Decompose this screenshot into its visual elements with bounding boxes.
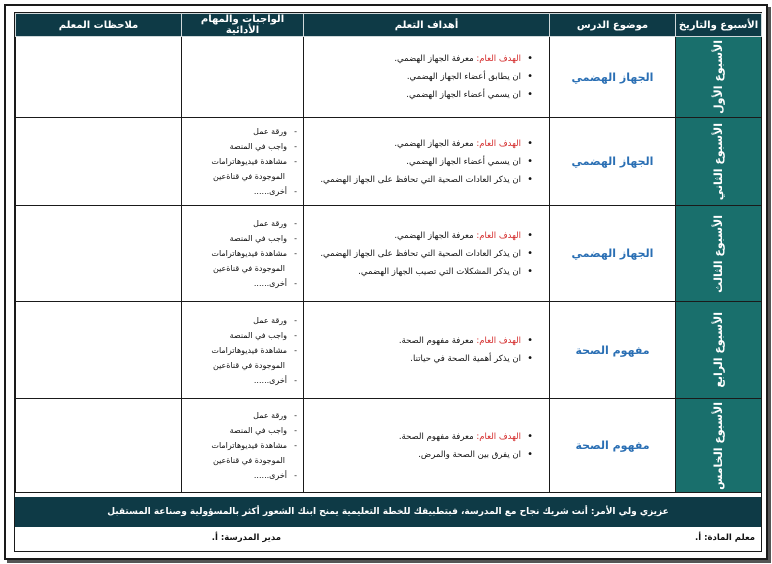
header-tasks: الواجبات والمهام الأدائية [182,14,304,37]
goal-text: ان يسمي أعضاء الجهاز الهضمي. [406,90,521,100]
teacher-notes-cell[interactable] [16,37,182,118]
week-cell [676,206,762,302]
header-notes: ملاحظات المعلم [16,14,182,37]
signature-row [15,527,761,552]
task-item: - واجب في المنصة [186,231,299,246]
plan-container [14,12,762,552]
table-header-row [16,14,762,37]
header-goals: أهداف التعلم [304,14,550,37]
teacher-notes-cell[interactable] [16,302,182,399]
goal-general-label: الهدف العام: [476,230,521,241]
week-label: الأسبوع الرابع [712,312,725,388]
topic-cell [550,118,676,206]
parent-message-band [15,497,761,527]
task-item: الموجودة في قناةعين [213,456,285,465]
topic-cell [550,37,676,118]
goal-text: ان يذكر العادات الصحية التي تحافظ على الجهاز الهضمي. [320,248,521,259]
goals-list [308,50,543,104]
goal-text: معرفة الجهاز الهضمي. [394,230,477,241]
goal-item [308,332,543,350]
week-label: الأسبوع الأول [712,40,725,114]
week-cell [676,399,762,493]
goal-general-label: الهدف العام: [476,54,521,64]
goal-text: ان يسمي أعضاء الجهاز الهضمي. [406,156,521,167]
week-label: الأسبوع الخامس [712,401,725,490]
topic-label: مفهوم الصحة [575,343,650,357]
task-item: - مشاهدة فيديوهاترامات [186,343,299,358]
table-row [16,206,762,302]
weekly-plan-table [15,13,762,493]
task-item: - ورقة عمل [186,216,299,231]
topic-label: الجهاز الهضمي [571,155,654,168]
topic-label: مفهوم الصحة [575,439,650,452]
goal-text: معرفة الجهاز الهضمي. [394,138,477,149]
goal-general-label: الهدف العام: [476,336,521,346]
header-topic: موضوع الدرس [550,14,676,37]
goal-general-label: الهدف العام: [476,431,521,442]
goals-cell [304,37,550,118]
tasks-list [186,216,299,291]
goal-text: ان يذكر العادات الصحية التي تحافظ على الجهاز الهضمي. [320,174,521,185]
goal-text: ان يذكر المشكلات التي تصيب الجهاز الهضمي. [358,266,521,277]
task-item: الموجودة في قناةعين [213,172,285,181]
goal-text: ان يذكر أهمية الصحة في حياتنا. [410,354,521,364]
goal-item [308,428,543,446]
topic-cell [550,302,676,399]
topic-label: الجهاز الهضمي [571,247,654,260]
goal-text: ان يفرق بين الصحة والمرض. [418,449,521,460]
teacher-signature: معلم المادة: أ. [694,533,755,543]
goal-item [308,135,543,153]
task-item: - أخرى...... [186,468,299,483]
tasks-cell [182,118,304,206]
goals-cell [304,399,550,493]
goals-list [308,332,543,368]
goals-cell [304,206,550,302]
task-item: الموجودة في قناةعين [213,360,285,370]
table-row [16,37,762,118]
goal-item [308,263,543,281]
goal-item [308,227,543,245]
goals-cell [304,118,550,206]
goal-item [308,350,543,368]
table-row [16,118,762,206]
tasks-cell [182,206,304,302]
week-cell [676,118,762,206]
goal-item [308,68,543,86]
topic-cell [550,399,676,493]
task-item: - مشاهدة فيديوهاترامات [186,154,299,169]
goal-item [308,50,543,68]
manager-signature: مدير المدرسة: أ. [211,533,281,543]
goals-list [308,135,543,189]
goal-text: معرفة الجهاز الهضمي. [394,54,477,64]
task-item: - واجب في المنصة [186,423,299,438]
tasks-cell [182,37,304,118]
teacher-notes-cell[interactable] [16,206,182,302]
task-item: - أخرى...... [186,276,299,291]
tasks-list [186,313,299,388]
tasks-cell [182,302,304,399]
teacher-notes-cell[interactable] [16,118,182,206]
task-item: - مشاهدة فيديوهاترامات [186,438,299,453]
week-cell [676,302,762,399]
week-label: الأسبوع الثاني [712,122,725,201]
goal-item [308,86,543,104]
task-item: - ورقة عمل [186,408,299,423]
goal-general-label: الهدف العام: [476,138,521,149]
week-label: الأسبوع الثالث [712,214,725,293]
goals-list [308,428,543,464]
topic-label: الجهاز الهضمي [571,70,654,84]
goal-item [308,245,543,263]
parent-message: عزيزي ولي الأمر: أنت شريك نجاح مع المدرسة، فبتطبيقك للخطة التعليمية يمنح ابنك الشعور أكثر بالمسؤولية وصناعة المستقبل [107,507,669,517]
task-item: - أخرى...... [186,184,299,199]
task-item: - واجب في المنصة [186,328,299,343]
task-item: - واجب في المنصة [186,139,299,154]
goal-item [308,446,543,464]
goals-list [308,227,543,281]
goal-text: معرفة مفهوم الصحة. [398,336,477,346]
page-frame [4,4,768,560]
table-row [16,302,762,399]
tasks-list [186,408,299,483]
task-item: - ورقة عمل [186,313,299,328]
teacher-notes-cell[interactable] [16,399,182,493]
table-row [16,399,762,493]
tasks-list [186,124,299,199]
goal-text: ان يطابق أعضاء الجهاز الهضمي. [406,72,521,82]
task-item: - ورقة عمل [186,124,299,139]
topic-cell [550,206,676,302]
task-item: - أخرى...... [186,373,299,388]
goals-cell [304,302,550,399]
header-week: الأسبوع والتاريخ [676,14,762,37]
goal-text: معرفة مفهوم الصحة. [398,431,477,442]
task-item: الموجودة في قناةعين [213,264,285,273]
goal-item [308,153,543,171]
week-cell [676,37,762,118]
task-item: - مشاهدة فيديوهاترامات [186,246,299,261]
tasks-cell [182,399,304,493]
goal-item [308,171,543,189]
